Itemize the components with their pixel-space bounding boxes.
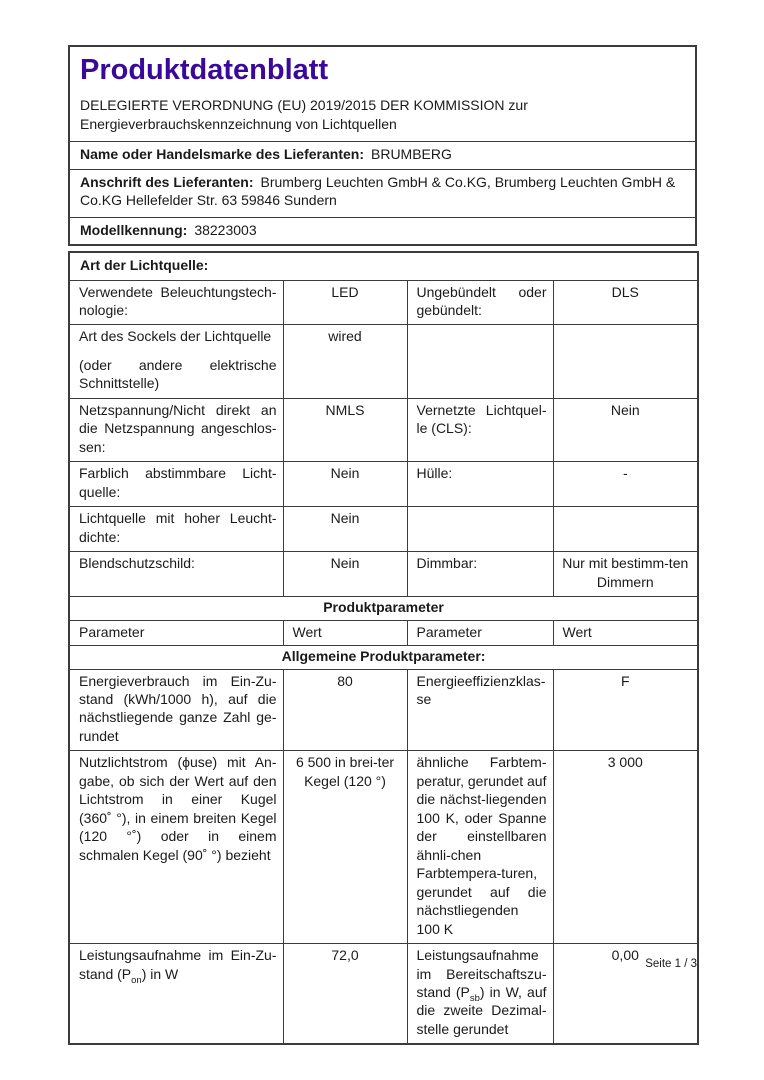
param-value: Nein bbox=[553, 398, 698, 461]
model-id-row bbox=[69, 217, 696, 245]
table-row bbox=[69, 552, 698, 597]
param-label: Dimmbar: bbox=[407, 552, 553, 597]
subscript-sb: sb bbox=[469, 992, 480, 1004]
label-text: ) in W bbox=[141, 965, 179, 982]
param-label: Nutzlichtstrom (ϕuse) mit An-gabe, ob sich der Wert auf den Lichtstrom in einer Kugel (360˚ °), in einem breiten Kegel (120 °˚) oder in einem schmalen Kegel (90˚ °) bezieht bbox=[69, 751, 283, 944]
subscript-on: on bbox=[131, 974, 142, 986]
param-value: 3 000 bbox=[553, 751, 698, 944]
label-text: Leistungsaufnahme im Ein-Zu-stand (P bbox=[79, 947, 277, 982]
table-row bbox=[69, 751, 698, 944]
param-value: 72,0 bbox=[283, 944, 407, 1045]
param-label-part2: (oder andere elektrische Schnittstelle) bbox=[79, 356, 277, 392]
product-datasheet bbox=[68, 45, 697, 1045]
column-header-parameter-1: Parameter bbox=[69, 620, 283, 645]
table-row bbox=[69, 398, 698, 461]
page-number: Seite 1 / 3 bbox=[645, 958, 697, 970]
param-value: 0,00 bbox=[553, 944, 698, 1045]
param-value: Nein bbox=[283, 552, 407, 597]
param-label: Energieeffizienzklas-se bbox=[407, 669, 553, 751]
model-id-label: Modellkennung: bbox=[80, 221, 188, 238]
column-header-wert-2: Wert bbox=[553, 620, 698, 645]
page-title: Produktdatenblatt bbox=[80, 54, 329, 86]
param-value bbox=[553, 325, 698, 398]
param-value: LED bbox=[283, 280, 407, 325]
param-value bbox=[553, 507, 698, 552]
regulation-subtitle-line2: Energieverbrauchskennzeichnung von Lichtquellen bbox=[80, 115, 397, 132]
param-label: Netzspannung/Nicht direkt an die Netzspannung angeschlos-sen: bbox=[69, 398, 283, 461]
table-row bbox=[69, 325, 698, 398]
supplier-address-value: Brumberg Leuchten GmbH & Co.KG, Brumberg Leuchten GmbH & Co.KG Hellefelder Str. 63 59846 Sundern bbox=[80, 173, 676, 209]
param-label bbox=[407, 507, 553, 552]
param-value: DLS bbox=[553, 280, 698, 325]
supplier-name-label: Name oder Handelsmarke des Lieferanten: bbox=[80, 146, 364, 163]
param-label: Hülle: bbox=[407, 462, 553, 507]
param-value: wired bbox=[283, 325, 407, 398]
supplier-address-row bbox=[69, 169, 696, 217]
param-value: - bbox=[553, 462, 698, 507]
param-label: Farblich abstimmbare Licht-quelle: bbox=[69, 462, 283, 507]
model-id-value: 38223003 bbox=[194, 221, 257, 238]
column-header-wert-1: Wert bbox=[283, 620, 407, 645]
column-header-parameter-2: Parameter bbox=[407, 620, 553, 645]
param-label: Blendschutzschild: bbox=[69, 552, 283, 597]
column-header-row bbox=[69, 620, 698, 645]
param-value: NMLS bbox=[283, 398, 407, 461]
param-label: Verwendete Beleuchtungstech-nologie: bbox=[69, 280, 283, 325]
section-produktparameter: Produktparameter bbox=[69, 597, 698, 620]
table-row bbox=[69, 507, 698, 552]
label-text: ) in W, auf die zweite Dezimal-stelle gerundet bbox=[416, 984, 547, 1037]
supplier-address-label: Anschrift des Lieferanten: bbox=[80, 173, 254, 190]
table-row bbox=[69, 280, 698, 325]
parameters-table bbox=[68, 251, 699, 1045]
param-label: Lichtquelle mit hoher Leucht-dichte: bbox=[69, 507, 283, 552]
param-label: Ungebündelt oder gebündelt: bbox=[407, 280, 553, 325]
param-label bbox=[69, 325, 283, 398]
param-label: ähnliche Farbtem-peratur, gerundet auf die nächst-liegenden 100 K, oder Spanne der einstellbaren ähnli-chen Farbtempera-turen, gerundet auf die nächstliegenden 100 K bbox=[407, 751, 553, 944]
param-value: Nein bbox=[283, 507, 407, 552]
param-value: 6 500 in brei-ter Kegel (120 °) bbox=[283, 751, 407, 944]
label-text: Leistungsaufnahme im Bereitschaftszu-stand (P bbox=[416, 947, 547, 1001]
param-value: F bbox=[553, 669, 698, 751]
supplier-name-value: BRUMBERG bbox=[371, 146, 452, 163]
supplier-name-row bbox=[69, 142, 696, 169]
table-row bbox=[69, 462, 698, 507]
title-block bbox=[69, 46, 696, 142]
header-info-table bbox=[68, 45, 697, 246]
param-value: 80 bbox=[283, 669, 407, 751]
param-label-part1: Art des Sockels der Lichtquelle bbox=[79, 328, 272, 345]
param-label bbox=[407, 325, 553, 398]
param-value: Nur mit bestimm-ten Dimmern bbox=[553, 552, 698, 597]
param-label: Vernetzte Lichtquel-le (CLS): bbox=[407, 398, 553, 461]
regulation-subtitle-line1: DELEGIERTE VERORDNUNG (EU) 2019/2015 DER KOMMISSION zur bbox=[80, 97, 528, 114]
table-row bbox=[69, 669, 698, 751]
section-allgemeine-produktparameter: Allgemeine Produktparameter: bbox=[69, 646, 698, 669]
section-art-der-lichtquelle: Art der Lichtquelle: bbox=[69, 252, 698, 280]
param-value: Nein bbox=[283, 462, 407, 507]
param-label: Energieverbrauch im Ein-Zu-stand (kWh/1000 h), auf die nächstliegende ganze Zahl ge-rundet bbox=[69, 669, 283, 751]
